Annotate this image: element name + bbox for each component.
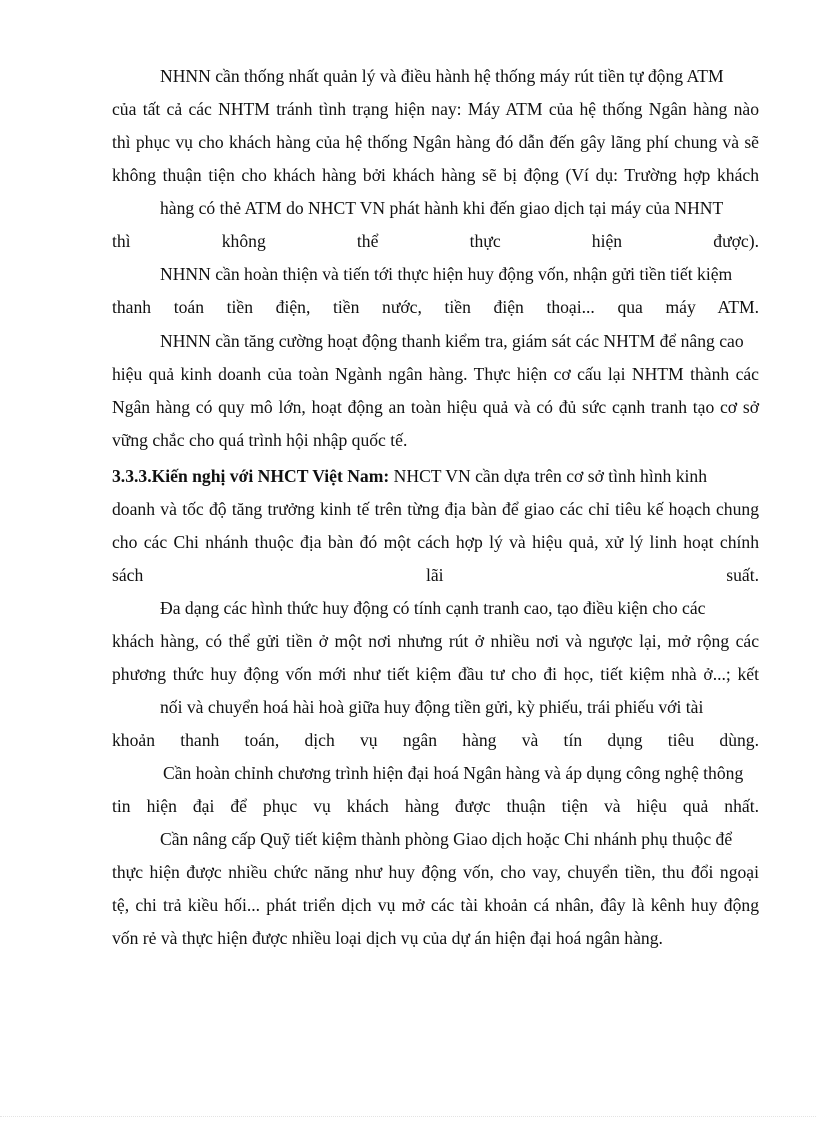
page-bottom-divider <box>0 1116 816 1117</box>
paragraph-line: thanh toán tiền điện, tiền nước, tiền điện thoại... qua máy ATM. <box>112 297 759 317</box>
section-heading: 3.3.3.Kiến nghị với NHCT Việt Nam: <box>112 466 390 486</box>
paragraph-line: NHNN cần thống nhất quản lý và điều hành hệ thống máy rút tiền tự động ATM <box>160 66 724 86</box>
paragraph-line: tệ, chi trả kiều hối... phát triển dịch vụ mở các tài khoản cá nhân, đây là kênh huy động <box>112 895 759 915</box>
paragraph-line: khoản thanh toán, dịch vụ ngân hàng và tín dụng tiêu dùng. <box>112 730 759 750</box>
paragraph-line: Đa dạng các hình thức huy động có tính cạnh tranh cao, tạo điều kiện cho các <box>160 598 706 618</box>
paragraph-line: NHNN cần hoàn thiện và tiến tới thực hiện huy động vốn, nhận gửi tiền tiết kiệm <box>160 264 733 284</box>
paragraph-line: Cần nâng cấp Quỹ tiết kiệm thành phòng Giao dịch hoặc Chi nhánh phụ thuộc để <box>160 829 733 849</box>
paragraph-line: tin hiện đại để phục vụ khách hàng được thuận tiện và hiệu quả nhất. <box>112 796 759 816</box>
section-heading-line <box>112 464 759 488</box>
paragraph-line: hiệu quả kinh doanh của toàn Ngành ngân hàng. Thực hiện cơ cấu lại NHTM thành các <box>112 364 759 384</box>
paragraph-line: của tất cả các NHTM tránh tình trạng hiện nay: Máy ATM của hệ thống Ngân hàng nào <box>112 99 759 119</box>
paragraph-line: NHNN cần tăng cường hoạt động thanh kiểm tra, giám sát các NHTM để nâng cao <box>160 331 744 351</box>
paragraph-line: nối và chuyển hoá hài hoà giữa huy động tiền gửi, kỳ phiếu, trái phiếu với tài <box>160 697 704 717</box>
paragraph-line: khách hàng, có thể gửi tiền ở một nơi nhưng rút ở nhiều nơi và ngược lại, mở rộng các <box>112 631 759 651</box>
section-heading-text: NHCT VN cần dựa trên cơ sở tình hình kinh <box>393 466 708 486</box>
paragraph-line: vốn rẻ và thực hiện được nhiều loại dịch vụ của dự án hiện đại hoá ngân hàng. <box>112 928 663 948</box>
paragraph-line: sách lãi suất. <box>112 565 759 585</box>
paragraph-line: thực hiện được nhiều chức năng như huy động vốn, cho vay, chuyển tiền, thu đổi ngoại <box>112 862 759 882</box>
paragraph-line: Cần hoàn chỉnh chương trình hiện đại hoá Ngân hàng và áp dụng công nghệ thông <box>163 763 744 783</box>
paragraph-line: thì không thể thực hiện được). <box>112 231 759 251</box>
paragraph-line: doanh và tốc độ tăng trưởng kinh tế trên từng địa bàn để giao các chỉ tiêu kế hoạch chung <box>112 499 759 519</box>
paragraph-line: hàng có thẻ ATM do NHCT VN phát hành khi đến giao dịch tại máy của NHNT <box>160 198 724 218</box>
paragraph-line: cho các Chi nhánh thuộc địa bàn đó một cách hợp lý và hiệu quả, xử lý linh hoạt chính <box>112 532 759 552</box>
paragraph-line: vững chắc cho quá trình hội nhập quốc tế. <box>112 430 408 450</box>
paragraph-line: phương thức huy động vốn mới như tiết kiệm đầu tư cho đi học, tiết kiệm nhà ở...; kết <box>112 664 759 684</box>
paragraph-line: Ngân hàng có quy mô lớn, hoạt động an toàn hiệu quả và có đủ sức cạnh tranh tạo cơ sở <box>112 397 759 417</box>
paragraph-line: không thuận tiện cho khách hàng bởi khách hàng sẽ bị động (Ví dụ: Trường hợp khách <box>112 165 759 185</box>
paragraph-line: thì phục vụ cho khách hàng của hệ thống Ngân hàng đó dẫn đến gây lãng phí chung và sẽ <box>112 132 759 152</box>
